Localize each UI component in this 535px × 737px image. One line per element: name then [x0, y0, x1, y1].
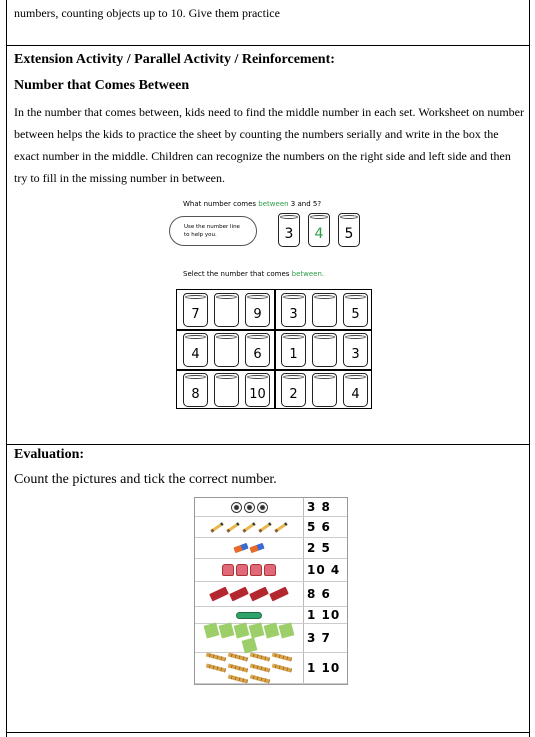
number-options[interactable]: 1 10 [307, 661, 341, 675]
bag-icon [250, 564, 262, 576]
book-icon [249, 587, 269, 602]
blank-cup [312, 333, 337, 367]
extension-paragraph: In the number that comes between, kids need to find the middle number in each set. Worksheet on number between helps the kids to practice the sheet by counting the numbers serially and write in the box the exact number in the middle. Children can recognize the numbers on the right side and left side and then try to fill in the missing number in between. [14, 105, 525, 185]
table-row [195, 582, 347, 607]
table-row [195, 653, 347, 684]
ruler-icon [250, 674, 270, 683]
book-icon [229, 587, 249, 602]
table-row [195, 498, 347, 517]
number-cup: 6 [245, 333, 270, 367]
ball-icon [257, 502, 268, 513]
worksheet-question: What number comes between 3 and 5? [183, 200, 322, 208]
table-row [195, 559, 347, 582]
paper-icon [249, 623, 265, 639]
ruler-icon [228, 674, 248, 683]
eraser-icon [233, 543, 248, 553]
table-row [195, 517, 347, 538]
pencil-icon [242, 522, 255, 532]
bag-icon [222, 564, 234, 576]
example-cup: 5 [338, 213, 360, 247]
ruler-icon [250, 663, 270, 672]
number-options[interactable]: 8 6 [307, 587, 331, 601]
divider [6, 45, 530, 46]
blank-cup [214, 373, 239, 407]
divider [6, 444, 530, 445]
extension-title: Extension Activity / Parallel Activity / Reinforcement: [14, 52, 335, 67]
ruler-icon [206, 653, 226, 662]
number-options[interactable]: 1 10 [307, 608, 341, 622]
number-cup: 9 [245, 293, 270, 327]
blank-cup [312, 293, 337, 327]
table-row [195, 538, 347, 559]
eraser-icon [249, 543, 264, 553]
book-icon [269, 587, 289, 602]
ball-icon [231, 502, 242, 513]
book-icon [209, 587, 229, 602]
pencil-case-icon [236, 612, 262, 619]
pencil-icon [258, 522, 271, 532]
paper-icon [241, 638, 257, 654]
blank-cup [312, 373, 337, 407]
number-cup: 2 [281, 373, 306, 407]
pencil-icon [210, 522, 223, 532]
number-cup: 8 [183, 373, 208, 407]
ruler-icon [228, 653, 248, 662]
evaluation-instruction: Count the pictures and tick the correct number. [14, 472, 277, 487]
blank-cup [214, 333, 239, 367]
ball-icon [244, 502, 255, 513]
number-cup: 7 [183, 293, 208, 327]
number-options[interactable]: 3 8 [307, 500, 331, 514]
number-cup: 4 [183, 333, 208, 367]
number-options[interactable]: 10 4 [307, 563, 341, 577]
paper-icon [204, 623, 220, 639]
counting-table [194, 497, 348, 685]
paper-icon [234, 623, 250, 639]
number-cup: 10 [245, 373, 270, 407]
number-options[interactable]: 5 6 [307, 520, 331, 534]
paper-icon [264, 623, 280, 639]
extension-subtitle: Number that Comes Between [14, 78, 190, 93]
number-between-grid [176, 289, 372, 409]
number-cup: 3 [343, 333, 368, 367]
number-cup: 3 [281, 293, 306, 327]
paper-icon [219, 623, 235, 639]
number-options[interactable]: 2 5 [307, 541, 331, 555]
ruler-icon [206, 663, 226, 672]
table-row [195, 624, 347, 653]
bag-icon [264, 564, 276, 576]
number-cup: 1 [281, 333, 306, 367]
ruler-icon [272, 663, 292, 672]
example-cup-answer: 4 [308, 213, 330, 247]
bag-icon [236, 564, 248, 576]
blank-cup [214, 293, 239, 327]
ruler-icon [272, 653, 292, 662]
ruler-icon [228, 663, 248, 672]
divider [6, 732, 530, 733]
number-cup: 4 [343, 373, 368, 407]
number-options[interactable]: 3 7 [307, 631, 331, 645]
number-cup: 5 [343, 293, 368, 327]
paper-icon [279, 623, 295, 639]
worksheet-instruction: Select the number that comes between. [183, 270, 325, 278]
table-row [195, 607, 347, 624]
pencil-icon [274, 522, 287, 532]
hint-cloud: Use the number line to help you. [169, 216, 257, 246]
evaluation-title: Evaluation: [14, 447, 85, 462]
example-cup: 3 [278, 213, 300, 247]
ruler-icon [250, 653, 270, 662]
previous-section-text: numbers, counting objects up to 10. Give them practice [14, 6, 280, 20]
pencil-icon [226, 522, 239, 532]
